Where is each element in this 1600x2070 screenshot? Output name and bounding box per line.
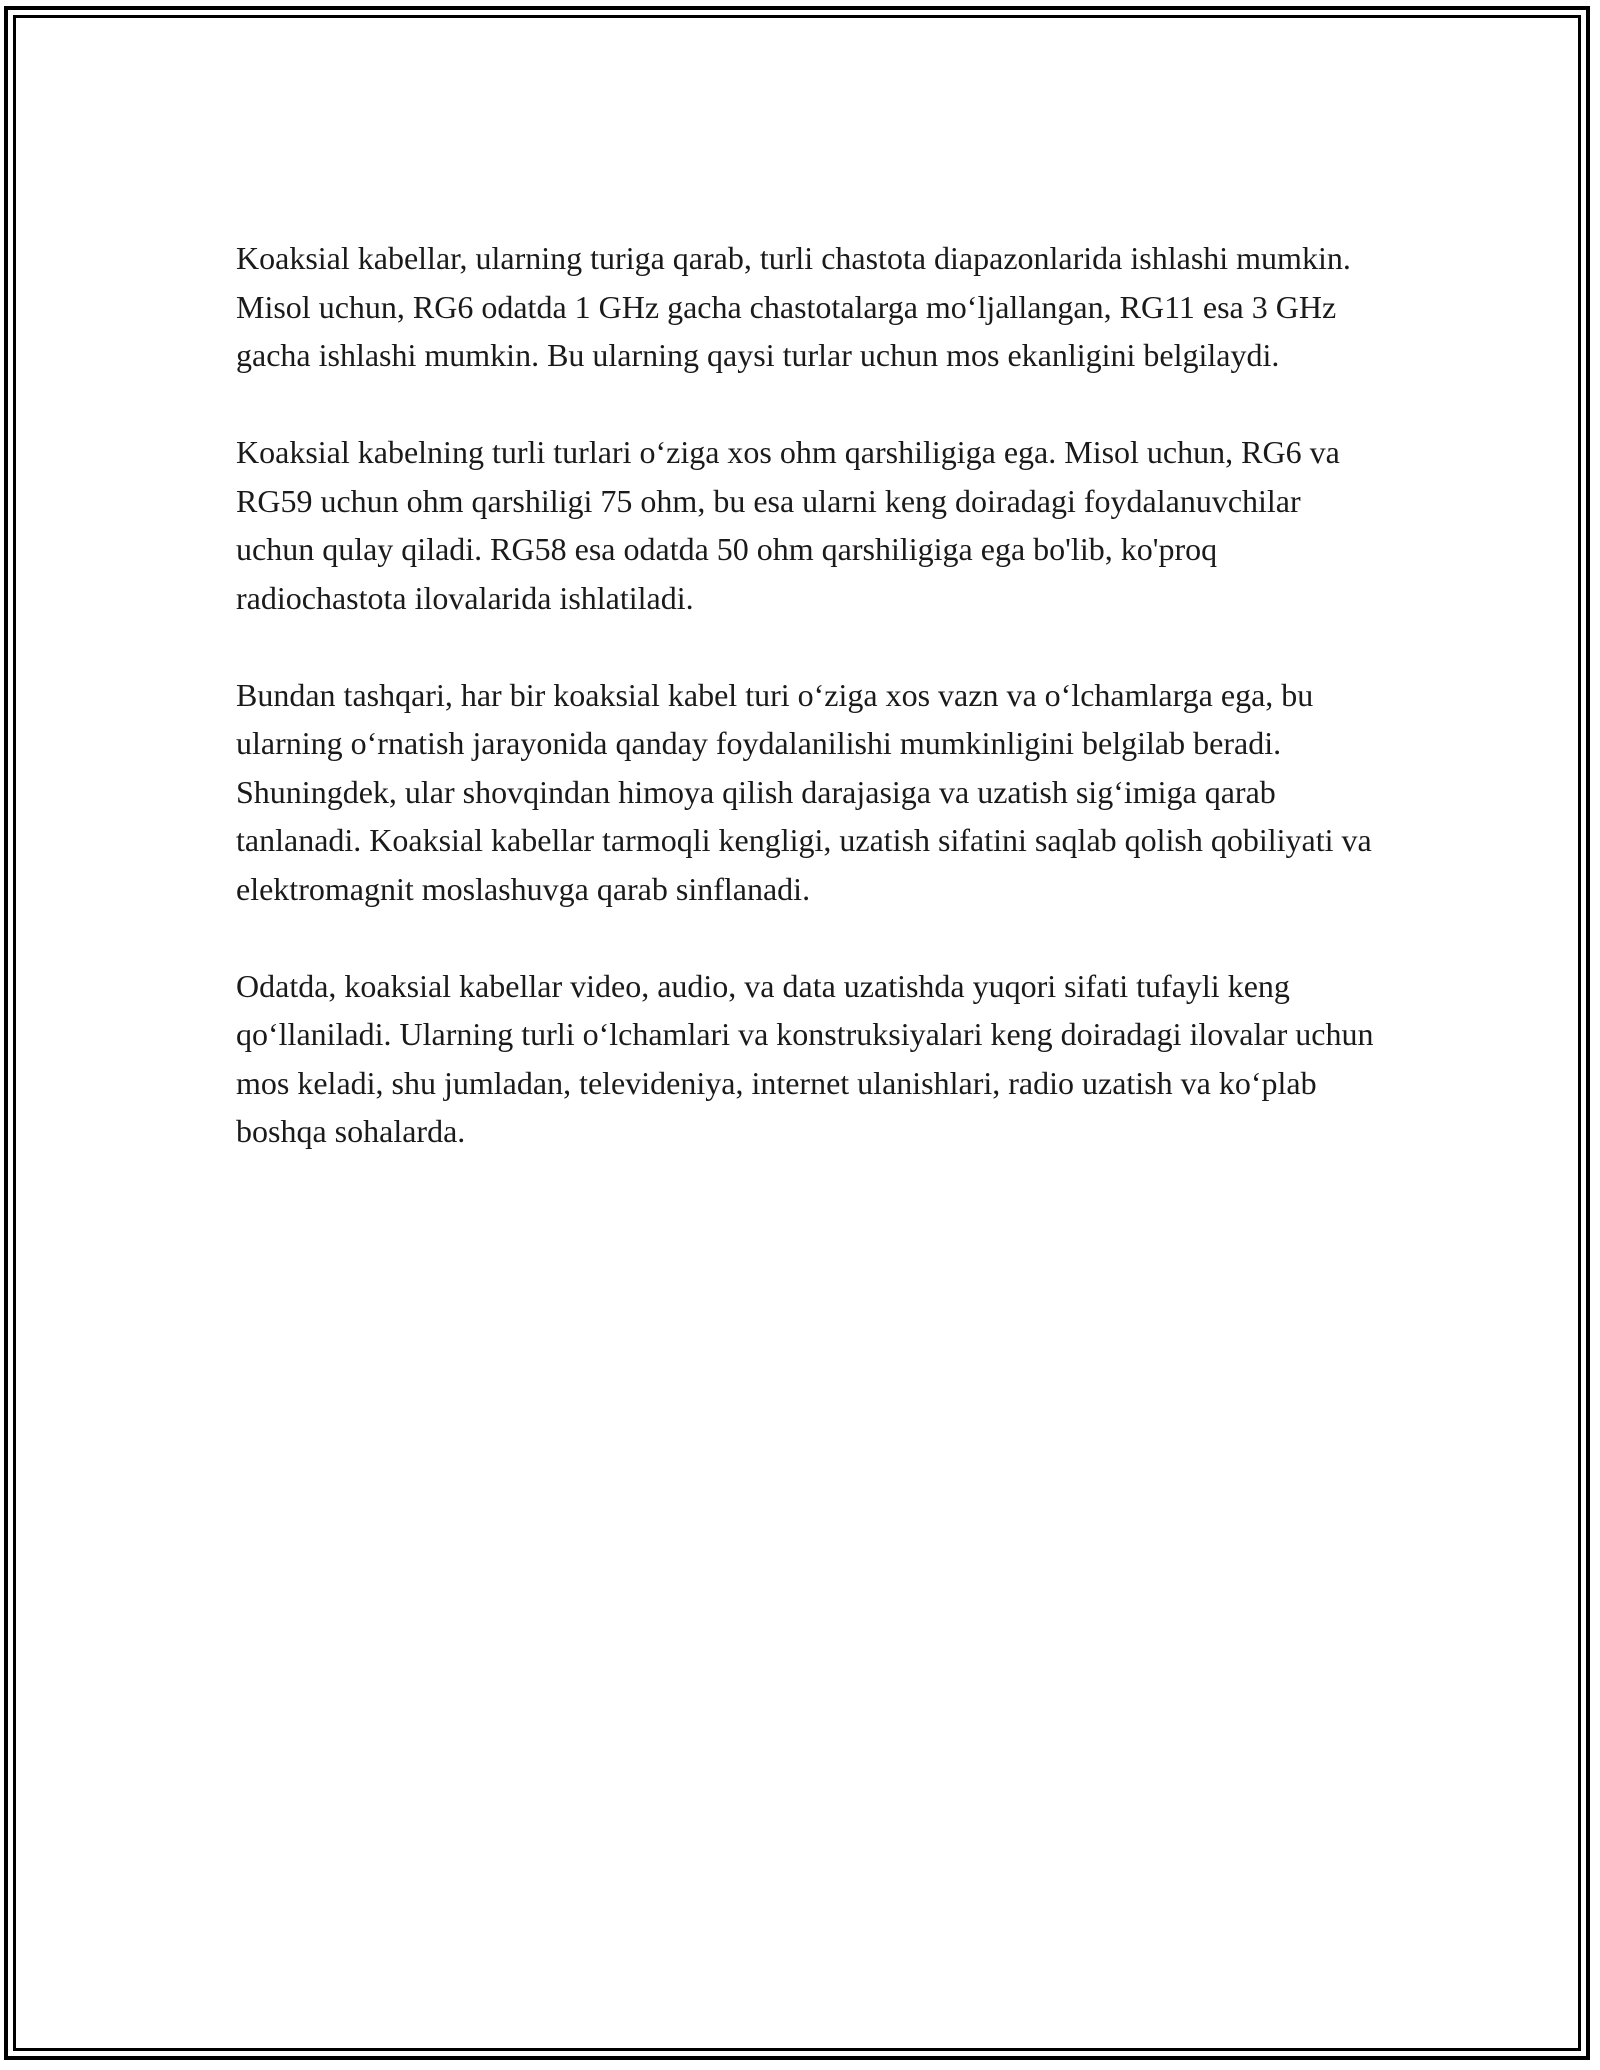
document-body (236, 234, 1376, 1156)
paragraph-frequency-ranges: Koaksial kabellar, ularning turiga qarab, turli chastota diapazonlarida ishlashi mumkin. Misol uchun, RG6 odatda 1 GHz gacha chastotalarga mo‘ljallangan, RG11 esa 3 GHz gacha ishlashi mumkin. Bu ularning qaysi turlar uchun mos ekanligini belgilaydi. (236, 240, 1351, 373)
paragraph-impedance: Koaksial kabelning turli turlari o‘ziga xos ohm qarshiligiga ega. Misol uchun, RG6 va RG59 uchun ohm qarshiligi 75 ohm, bu esa ularni keng doiradagi foydalanuvchilar uchun qulay qiladi. RG58 esa odatda 50 ohm qarshiligiga ega bo'lib, ko'proq radiochastota ilovalarida ishlatiladi. (236, 434, 1340, 616)
paragraph-applications: Odatda, koaksial kabellar video, audio, va data uzatishda yuqori sifati tufayli keng qo‘llaniladi. Ularning turli o‘lchamlari va konstruksiyalari keng doiradagi ilovalar uchun mos keladi, shu jumladan, televideniya, internet ulanishlari, radio uzatish va ko‘plab boshqa sohalarda. (236, 967, 1374, 1149)
paragraph-weight-dimensions: Bundan tashqari, har bir koaksial kabel turi o‘ziga xos vazn va o‘lchamlarga ega, bu ularning o‘rnatish jarayonida qanday foydalanilishi mumkinligini belgilab beradi. Shuningdek, ular shovqindan himoya qilish darajasiga va uzatish sig‘imiga qarab tanlanadi. Koaksial kabellar tarmoqli kengligi, uzatish sifatini saqlab qolish qobiliyati va elektromagnit moslashuvga qarab sinflanadi. (236, 676, 1372, 907)
